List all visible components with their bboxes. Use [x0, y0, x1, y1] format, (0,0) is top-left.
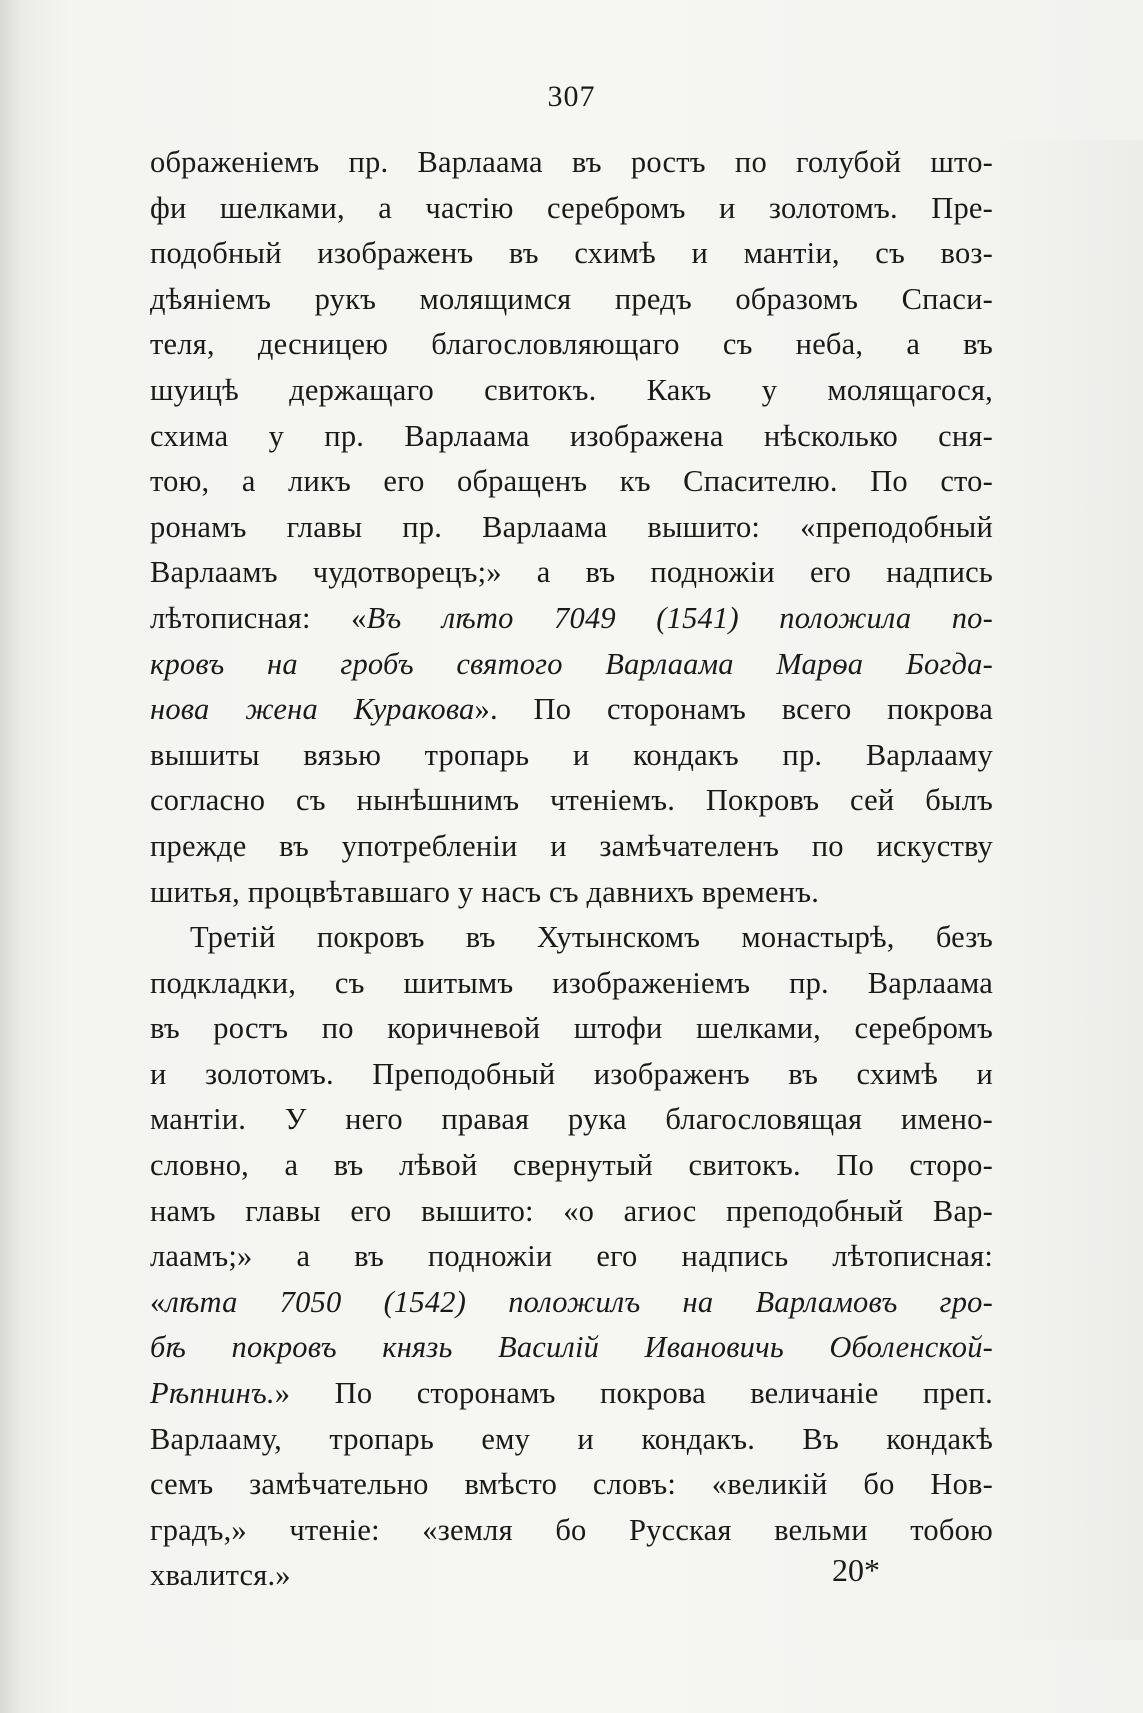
text-span: подобный изображенъ въ схимѣ и мантіи, съ воз-: [150, 236, 993, 271]
text-line: [150, 1325, 993, 1371]
text-span: прежде въ употребленіи и замѣчателенъ по искуству: [150, 828, 993, 863]
text-line: [150, 1097, 993, 1143]
text-line: [150, 1508, 993, 1554]
text-span: «: [150, 1284, 166, 1319]
text-line: [150, 414, 993, 460]
text-line: [150, 322, 993, 368]
text-span: Варлааму, тропарь ему и кондакъ. Въ кондакѣ: [150, 1421, 993, 1456]
italic-quote: бѣ покровъ князь Василій Ивановичь Оболенской-: [150, 1330, 993, 1365]
text-span: словно, а въ лѣвой свернутый свитокъ. По сторо-: [150, 1148, 993, 1183]
text-span: ображеніемъ пр. Варлаама въ ростъ по голубой што-: [150, 145, 993, 179]
text-span: тою, а ликъ его обращенъ къ Спасителю. По сто-: [150, 464, 993, 499]
text-line: [150, 368, 993, 414]
text-span: теля, десницею благословляющаго съ неба, а въ: [150, 327, 993, 362]
text-line: [150, 1052, 993, 1098]
text-line: [150, 915, 993, 961]
text-span: мантіи. У него правая рука благословящая имено-: [150, 1102, 993, 1137]
text-span: подкладки, съ шитымъ изображеніемъ пр. Варлаама: [150, 965, 993, 1000]
page-number: 307: [547, 80, 596, 113]
text-line: [150, 733, 993, 779]
text-line: [150, 687, 993, 733]
text-span: намъ главы его вышито: «о агиос преподобный Вар-: [150, 1193, 993, 1228]
text-line: [150, 1371, 993, 1417]
text-span: и золотомъ. Преподобный изображенъ въ схимѣ и: [150, 1056, 993, 1091]
text-line: [150, 870, 993, 916]
text-line: [150, 824, 993, 870]
text-span: шуицѣ держащаго свитокъ. Какъ у молящагося,: [150, 372, 993, 407]
text-span: ». По сторонамъ всего покрова: [474, 692, 993, 727]
text-span: » По сторонамъ покрова величаніе преп.: [274, 1376, 993, 1411]
text-line: [150, 1280, 993, 1326]
text-span: ронамъ главы пр. Варлаама вышито: «преподобный: [150, 509, 993, 544]
text-line: [150, 1189, 993, 1235]
text-line: [150, 186, 993, 232]
text-line: [150, 596, 993, 642]
italic-quote: Въ лѣто 7049 (1541) положила по-: [366, 600, 993, 635]
text-span: градъ,» чтеніе: «земля бо Русская вельми тобою: [150, 1512, 993, 1547]
text-span: семъ замѣчательно вмѣсто словъ: «великій бо Нов-: [150, 1467, 993, 1502]
text-span: Третій покровъ въ Хутынскомъ монастырѣ, безъ: [190, 920, 993, 955]
signature-mark: 20*: [832, 1552, 880, 1588]
text-span: шитья, процвѣтавшаго у насъ съ давнихъ временъ.: [150, 874, 820, 909]
text-line: [150, 459, 993, 505]
text-line: [150, 778, 993, 824]
text-line: [150, 642, 993, 688]
text-span: схима у пр. Варлаама изображена нѣсколько сня-: [150, 418, 993, 453]
italic-quote: Рѣпнинъ.: [150, 1376, 275, 1411]
page-shading: [993, 140, 1143, 1640]
text-line: [150, 1234, 993, 1280]
text-span: Варлаамъ чудотворецъ;» а въ подножіи его надпись: [150, 555, 993, 590]
body-text: [150, 140, 993, 1599]
italic-quote: лѣта 7050 (1542) положилъ на Варламовъ гро-: [165, 1284, 993, 1319]
text-line: [150, 1006, 993, 1052]
italic-quote: кровъ на гробъ святого Варлаама Марѳа Богда-: [150, 646, 993, 681]
text-line: [150, 505, 993, 551]
text-line: [150, 1143, 993, 1189]
text-line: [150, 1417, 993, 1463]
text-span: лѣтописная: «: [150, 600, 367, 635]
text-line: [150, 140, 993, 186]
text-line: [150, 1462, 993, 1508]
text-span: фи шелками, а частію серебромъ и золотомъ. Пре-: [150, 190, 993, 225]
text-line: [150, 231, 993, 277]
text-span: въ ростъ по коричневой штофи шелками, серебромъ: [150, 1011, 993, 1046]
text-span: согласно съ нынѣшнимъ чтеніемъ. Покровъ сей былъ: [150, 783, 993, 818]
text-line: [150, 277, 993, 323]
text-span: хвалится.»: [150, 1558, 291, 1593]
text-line: [150, 550, 993, 596]
italic-quote: нова жена Куракова: [150, 692, 475, 727]
text-span: дѣяніемъ рукъ молящимся предъ образомъ Спаси-: [150, 281, 993, 316]
text-span: лаамъ;» а въ подножіи его надпись лѣтописная:: [150, 1239, 993, 1274]
text-line: [150, 961, 993, 1007]
text-span: вышиты вязью тропарь и кондакъ пр. Варлааму: [150, 737, 993, 772]
